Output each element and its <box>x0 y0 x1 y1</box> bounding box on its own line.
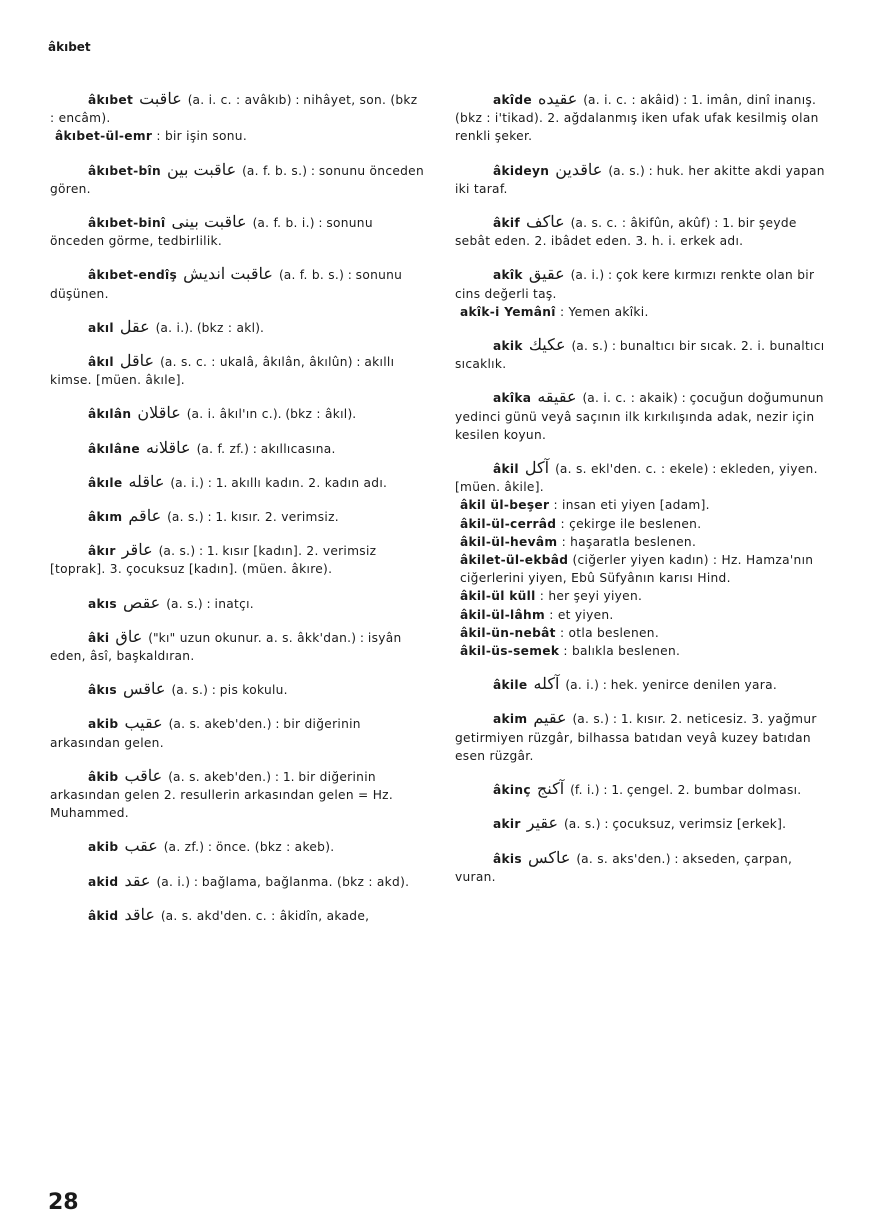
entry-headword: âkid <box>88 908 119 923</box>
dictionary-entry <box>50 90 425 146</box>
entry-arabic: عاق <box>115 626 143 646</box>
entry-definition: (f. i.) : 1. çengel. 2. bumbar dolması. <box>570 783 802 798</box>
entry-headword: âkil <box>493 462 519 477</box>
dictionary-entry <box>50 161 425 198</box>
entry-headword: akıs <box>88 596 117 611</box>
sub-entry-definition: : Yemen akîki. <box>559 304 649 319</box>
dictionary-entry <box>50 837 425 856</box>
entry-arabic: آكل <box>524 458 550 478</box>
sub-entry-definition: : her şeyi yiyen. <box>539 589 643 604</box>
entry-arabic: عقيق <box>528 264 565 284</box>
entry-definition: (a. s. c. : ukalâ, âkılân, âkılûn) : akıllı kimse. [müen. âkıle]. <box>50 355 395 388</box>
sub-entry <box>460 606 830 624</box>
entry-headword: akîk <box>493 268 523 283</box>
entry-headword: akîka <box>493 391 532 406</box>
entry-headword: âkıl <box>88 355 114 370</box>
entry-arabic: عاكف <box>526 212 565 232</box>
entry-arabic: عاقل <box>119 351 155 371</box>
entry-definition: (a. i. c. : akaik) : çocuğun doğumunun yedinci günü veyâ saçının ilk kırkılışında adak, nezir için kesilen koyun. <box>455 391 824 442</box>
entry-definition: (a. s.) : 1. kısır [kadın]. 2. verimsiz [toprak]. 3. çocuksuz [kadın]. (müen. âkıre). <box>50 544 377 577</box>
entry-headword: âkile <box>493 678 528 693</box>
entry-headword: akid <box>88 874 119 889</box>
entry-definition: (a. i.) : bağlama, bağlanma. (bkz : akd). <box>156 874 410 889</box>
sub-entry <box>460 642 830 660</box>
entry-arabic: آكله <box>533 674 560 694</box>
dictionary-entry <box>455 709 830 765</box>
right-column <box>455 90 830 901</box>
sub-entry <box>460 515 830 533</box>
entry-arabic: عاقله <box>128 471 165 491</box>
entry-arabic: عقيم <box>533 708 567 728</box>
entry-definition: (a. s. akeb'den.) : bir diğerinin arkasından gelen. <box>50 717 361 750</box>
entry-arabic: عاقدين <box>555 159 603 179</box>
dictionary-entry <box>455 213 830 250</box>
entry-arabic: عاقبت بين <box>166 159 237 179</box>
entry-headword: âkıle <box>88 475 123 490</box>
entry-definition: (a. s. ekl'den. c. : ekele) : ekleden, yiyen. [müen. âkile]. <box>455 462 818 495</box>
entry-arabic: عقد <box>124 870 151 890</box>
sub-entry-definition: (ciğerler yiyen kadın) : Hz. Hamza'nın ciğerlerini yiyen, Ebû Süfyânın karısı Hind. <box>460 553 814 586</box>
entry-arabic: عاقد <box>124 904 155 924</box>
dictionary-entry <box>50 767 425 823</box>
entry-headword: âkıbet-endîş <box>88 268 178 283</box>
entry-headword: âkılân <box>88 407 132 422</box>
dictionary-entry <box>50 439 425 458</box>
dictionary-entry <box>455 814 830 833</box>
dictionary-entry <box>50 473 425 492</box>
entry-arabic: عاقم <box>128 506 162 526</box>
entry-arabic: عقيب <box>124 713 163 733</box>
entry-headword: âkıbet-binî <box>88 216 166 231</box>
entry-arabic: عاكس <box>527 847 571 867</box>
entry-definition: (a. s. c. : âkifûn, akûf) : 1. bir şeyde sebât eden. 2. ibâdet eden. 3. h. i. erkek adı. <box>455 216 797 249</box>
entry-headword: akik <box>493 339 523 354</box>
entry-headword: âkinç <box>493 783 531 798</box>
sub-entry-headword: âkilet-ül-ekbâd <box>460 553 569 568</box>
entry-definition: (a. s.) : 1. kısır. 2. verimsiz. <box>167 510 339 525</box>
entry-definition: (a. i.) : 1. akıllı kadın. 2. kadın adı. <box>170 475 388 490</box>
entry-headword: âkıs <box>88 683 117 698</box>
dictionary-entry <box>50 906 425 925</box>
entry-definition: (a. i. âkıl'ın c.). (bkz : âkıl). <box>186 407 357 422</box>
sub-entry-headword: akîk-i Yemânî <box>460 304 556 319</box>
entry-definition: (a. s. aks'den.) : akseden, çarpan, vuran. <box>455 851 793 884</box>
sub-entry-definition: : bir işin sonu. <box>156 129 247 144</box>
entry-definition: (a. f. zf.) : akıllıcasına. <box>196 441 336 456</box>
sub-entry <box>460 303 830 321</box>
entry-headword: akib <box>88 717 119 732</box>
entry-arabic: عقير <box>526 813 559 833</box>
entry-definition: (a. f. b. i.) : sonunu önceden görme, tedbirlilik. <box>50 216 373 249</box>
entry-arabic: عاقس <box>122 679 166 699</box>
entry-headword: âkideyn <box>493 163 550 178</box>
sub-entry-headword: âkil-ül küll <box>460 589 536 604</box>
entry-headword: âkılâne <box>88 441 140 456</box>
entry-headword: âki <box>88 630 110 645</box>
sub-entry-headword: âkil-ül-hevâm <box>460 534 558 549</box>
entry-headword: âkif <box>493 216 521 231</box>
entry-definition: (a. s.) : bunaltıcı bir sıcak. 2. i. bunaltıcı sıcaklık. <box>455 339 825 372</box>
dictionary-entry <box>455 459 830 660</box>
entry-arabic: عاقبت انديش <box>183 264 273 284</box>
entry-definition: (a. s.) : inatçı. <box>166 596 254 611</box>
entry-arabic: عقص <box>122 592 161 612</box>
entry-definition: (a. i.) : çok kere kırmızı renkte olan bir cins değerli taş. <box>455 268 815 301</box>
entry-arabic: عاقبت <box>139 89 182 108</box>
entry-arabic: عاقلان <box>137 403 181 423</box>
dictionary-entry <box>455 336 830 373</box>
dictionary-entry <box>50 714 425 751</box>
dictionary-entry <box>455 90 830 146</box>
entry-arabic: آكنج <box>536 779 565 799</box>
sub-entry <box>460 587 830 605</box>
dictionary-entry <box>50 404 425 423</box>
entry-arabic: عقيده <box>538 89 578 108</box>
entry-headword: âkib <box>88 769 119 784</box>
entry-definition: (a. f. b. s.) : sonunu önceden gören. <box>50 163 424 196</box>
sub-entry-headword: âkıbet-ül-emr <box>55 129 153 144</box>
dictionary-entry <box>50 265 425 302</box>
sub-entry-definition: : insan eti yiyen [adam]. <box>553 498 710 513</box>
sub-entry-headword: âkil-ül-cerrâd <box>460 516 557 531</box>
entry-definition: (a. i.). (bkz : akl). <box>155 320 264 335</box>
dictionary-entry <box>50 872 425 891</box>
entry-headword: akir <box>493 817 521 832</box>
dictionary-entry <box>50 594 425 613</box>
dictionary-entry <box>50 628 425 665</box>
entry-definition: (a. s.) : 1. kısır. 2. neticesiz. 3. yağmur getirmiyen rüzgâr, bilhassa batıdan veyâ kuzey batıdan esen rüzgâr. <box>455 712 817 763</box>
entry-definition: (a. i. c. : akâid) : 1. imân, dinî inanış. (bkz : i'tikad). 2. ağdalanmış iken ufak ufak kesilmiş olan renkli şeker. <box>455 93 819 144</box>
left-column <box>50 90 425 940</box>
entry-headword: akim <box>493 712 528 727</box>
sub-entry-headword: âkil-ün-nebât <box>460 625 556 640</box>
sub-entry-headword: âkil-üs-semek <box>460 644 560 659</box>
entry-definition: (a. s.) : çocuksuz, verimsiz [erkek]. <box>564 817 787 832</box>
entry-headword: âkıbet-bîn <box>88 163 161 178</box>
dictionary-entry <box>455 849 830 886</box>
sub-entry <box>460 624 830 642</box>
sub-entry-definition: : haşaratla beslenen. <box>561 534 697 549</box>
entry-definition: ("kı" uzun okunur. a. s. âkk'dan.) : isyân eden, âsî, başkaldıran. <box>50 630 402 664</box>
entry-definition: (a. s.) : pis kokulu. <box>171 683 288 698</box>
dictionary-entry <box>50 213 425 250</box>
entry-arabic: عقب <box>124 836 158 856</box>
dictionary-entry <box>50 507 425 526</box>
entry-arabic: عاقبت بينى <box>171 212 247 232</box>
sub-entry-definition: : balıkla beslenen. <box>563 644 681 659</box>
dictionary-entry <box>455 388 830 444</box>
entry-arabic: عقل <box>119 316 150 336</box>
sub-entry-headword: âkil-ül-lâhm <box>460 607 546 622</box>
sub-entry-definition: : çekirge ile beslenen. <box>560 516 702 531</box>
running-header: âkıbet <box>48 40 91 54</box>
sub-entry <box>460 496 830 514</box>
dictionary-entry <box>455 161 830 198</box>
entry-definition: (a. f. b. s.) : sonunu düşünen. <box>50 268 403 301</box>
entry-arabic: عاقر <box>121 540 153 560</box>
entry-arabic: عقيقه <box>537 387 577 407</box>
sub-entry-definition: : et yiyen. <box>549 607 614 622</box>
entry-headword: akîde <box>493 93 532 107</box>
entry-headword: âkır <box>88 544 116 559</box>
entry-definition: (a. s.) : huk. her akitte akdi yapan iki taraf. <box>455 163 825 196</box>
entry-headword: akib <box>88 840 119 855</box>
dictionary-entry <box>50 541 425 578</box>
entry-headword: âkis <box>493 851 522 866</box>
dictionary-entry <box>50 318 425 337</box>
dictionary-entry <box>455 675 830 694</box>
entry-arabic: عكيك <box>528 335 566 355</box>
sub-entry <box>460 551 830 587</box>
entry-definition: (a. zf.) : önce. (bkz : akeb). <box>163 840 335 855</box>
entry-arabic: عاقب <box>124 765 163 785</box>
entry-definition: (a. s. akeb'den.) : 1. bir diğerinin arkasından gelen 2. resullerin arkasından gelen = Hz. Muhammed. <box>50 769 394 821</box>
sub-entry-definition: : otla beslenen. <box>559 625 660 640</box>
sub-entry <box>460 533 830 551</box>
entry-headword: âkıbet <box>88 93 134 107</box>
entry-headword: âkım <box>88 510 123 525</box>
entry-arabic: عاقلانه <box>145 437 191 457</box>
entry-definition: (a. i. c. : avâkıb) : nihâyet, son. (bkz : encâm). <box>50 93 418 126</box>
sub-entry <box>55 127 425 145</box>
entry-definition: (a. i.) : hek. yenirce denilen yara. <box>565 678 778 693</box>
dictionary-entry <box>455 780 830 799</box>
entry-headword: akıl <box>88 320 114 335</box>
dictionary-entry <box>50 680 425 699</box>
page-number: 28 <box>48 1190 79 1215</box>
sub-entry-headword: âkil ül-beşer <box>460 498 550 513</box>
entry-definition: (a. s. akd'den. c. : âkidîn, akade, <box>160 908 370 923</box>
dictionary-entry <box>455 265 830 321</box>
dictionary-entry <box>50 352 425 389</box>
